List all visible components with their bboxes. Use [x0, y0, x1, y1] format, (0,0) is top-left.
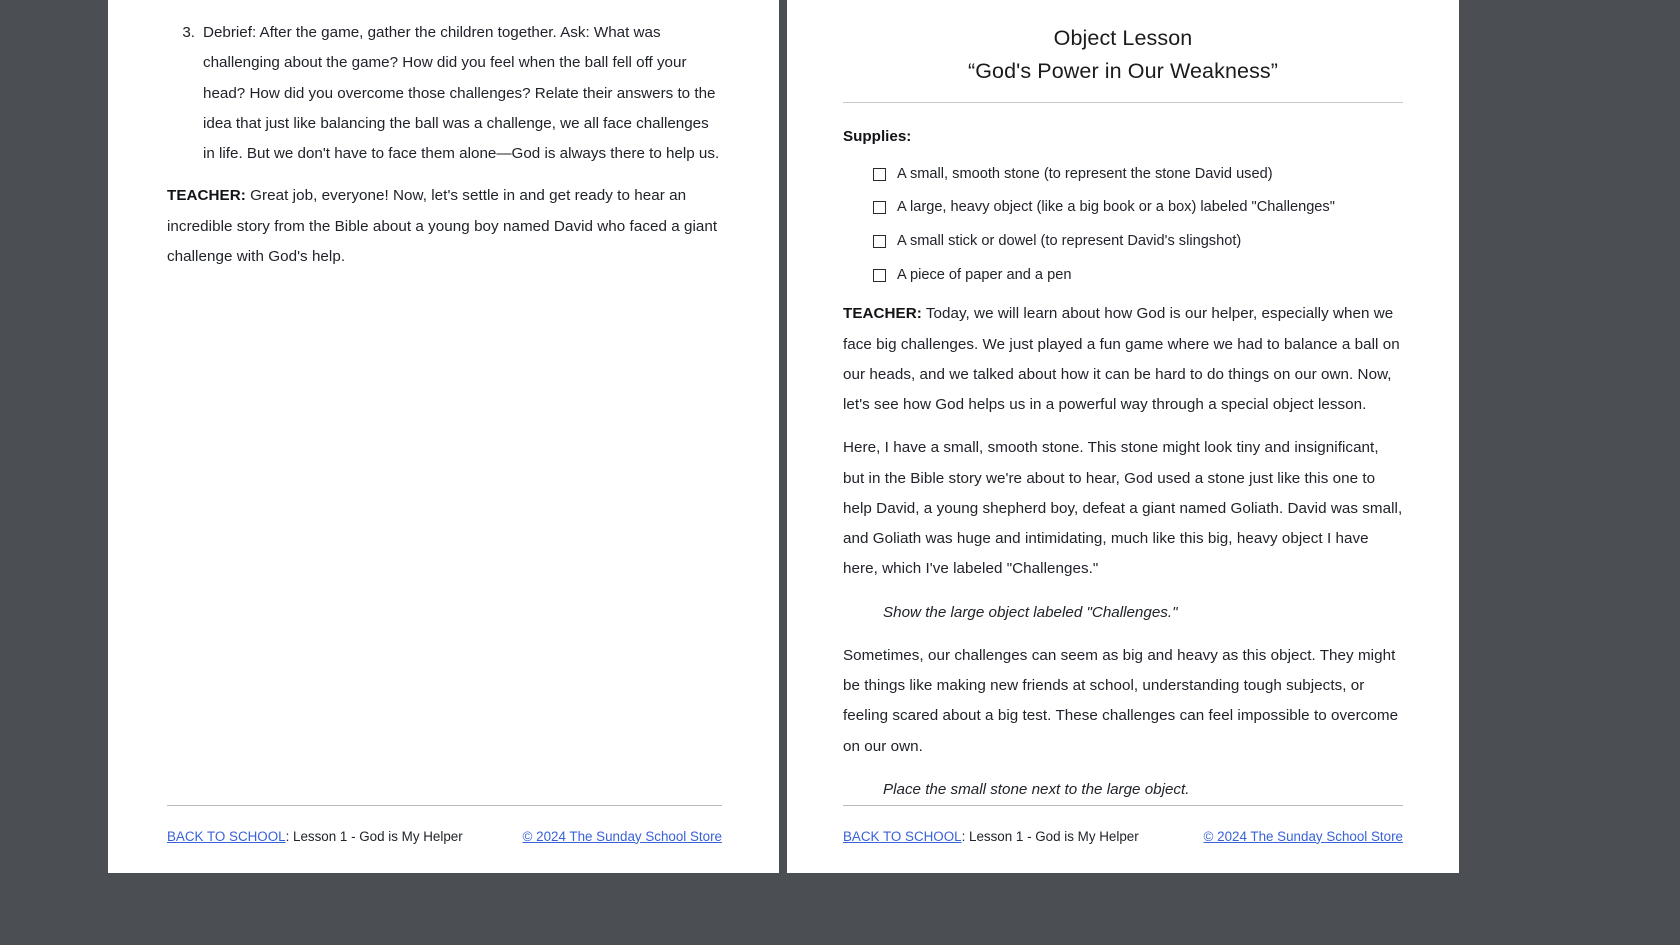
- page-right-content: [843, 22, 1403, 818]
- list-item: [182, 18, 722, 169]
- page-title-line-2: “God's Power in Our Weakness”: [967, 59, 1279, 84]
- copyright-link[interactable]: © 2024 The Sunday School Store: [522, 828, 722, 844]
- page-title-line-1: Object Lesson: [1053, 26, 1193, 50]
- footer-lesson-info: [843, 828, 1139, 845]
- supplies-item-label: A small stick or dowel (to represent David's slingshot): [897, 232, 1242, 249]
- checkbox-icon[interactable]: [873, 269, 886, 282]
- back-to-school-link[interactable]: BACK TO SCHOOL: [167, 828, 286, 844]
- supplies-list: [843, 164, 1403, 286]
- back-to-school-link[interactable]: BACK TO SCHOOL: [843, 828, 962, 844]
- footer-divider: [167, 805, 722, 806]
- list-item-number: 3.: [182, 24, 195, 41]
- supplies-list-item[interactable]: [873, 231, 1403, 252]
- supplies-item-label: A small, smooth stone (to represent the stone David used): [897, 165, 1273, 182]
- teacher-paragraph-text: Great job, everyone! Now, let's settle in and get ready to hear an incredible story from the Bible about a young boy named David who faced a giant challenge with God's help.: [167, 187, 718, 265]
- teacher-paragraph: [167, 181, 722, 272]
- lesson-paragraph-stone: Here, I have a small, smooth stone. This stone might look tiny and insignificant, but in the Bible story we're about to hear, God used a stone just like this one to help David, a young shepherd boy, defeat a giant named Goliath. David was small, and Goliath was huge and intimidating, much like this big, heavy object I have here, which I've labeled "Challenges.": [843, 439, 1403, 578]
- footer-lesson-title: : Lesson 1 - God is My Helper: [961, 828, 1139, 844]
- footer-divider: [843, 805, 1403, 806]
- stage-direction-place-stone: Place the small stone next to the large object.: [883, 780, 1190, 798]
- teacher-paragraph-text: Today, we will learn about how God is our helper, especially when we face big challenges. We just played a fun game where we had to balance a ball on our heads, and we talked about how it can be hard to do things on our own. Now, let's see how God helps us in a powerful way through a special object lesson.: [843, 305, 1400, 414]
- supplies-label: Supplies:: [843, 127, 912, 145]
- footer-row: [843, 828, 1403, 845]
- supplies-item-label: A large, heavy object (like a big book or a box) labeled "Challenges": [897, 199, 1335, 216]
- checkbox-icon[interactable]: [873, 168, 886, 181]
- numbered-list: [167, 18, 722, 169]
- page-title: [843, 22, 1403, 89]
- checkbox-icon[interactable]: [873, 235, 886, 248]
- supplies-item-label: A piece of paper and a pen: [897, 266, 1072, 283]
- page-left-footer: [167, 805, 722, 845]
- list-item-text: Debrief: After the game, gather the children together. Ask: What was challenging about the game? How did you feel when the ball fell off your head? How did you overcome those challenges? Relate their answers to the idea that just like balancing the ball was a challenge, we all face challenges in life. But we don't have to face them alone—God is always there to help us.: [203, 24, 720, 162]
- footer-lesson-info: [167, 828, 463, 845]
- supplies-list-item[interactable]: [873, 265, 1403, 286]
- speaker-label: TEACHER:: [167, 187, 246, 205]
- page-left-content: [167, 18, 722, 285]
- supplies-list-item[interactable]: [873, 197, 1403, 218]
- footer-lesson-title: : Lesson 1 - God is My Helper: [285, 828, 463, 844]
- document-page-right: [787, 0, 1459, 873]
- checkbox-icon[interactable]: [873, 201, 886, 214]
- footer-row: [167, 828, 722, 845]
- supplies-list-item[interactable]: [873, 164, 1403, 185]
- stage-direction-show-object: Show the large object labeled "Challenges.": [883, 603, 1178, 621]
- copyright-link[interactable]: © 2024 The Sunday School Store: [1203, 828, 1403, 844]
- document-page-left: [108, 0, 779, 873]
- teacher-paragraph: [843, 299, 1403, 420]
- page-right-footer: [843, 805, 1403, 845]
- lesson-paragraph-challenges: Sometimes, our challenges can seem as big and heavy as this object. They might be things like making new friends at school, understanding tough subjects, or feeling scared about a big test. These challenges can feel impossible to overcome on our own.: [843, 646, 1399, 755]
- speaker-label: TEACHER:: [843, 305, 922, 323]
